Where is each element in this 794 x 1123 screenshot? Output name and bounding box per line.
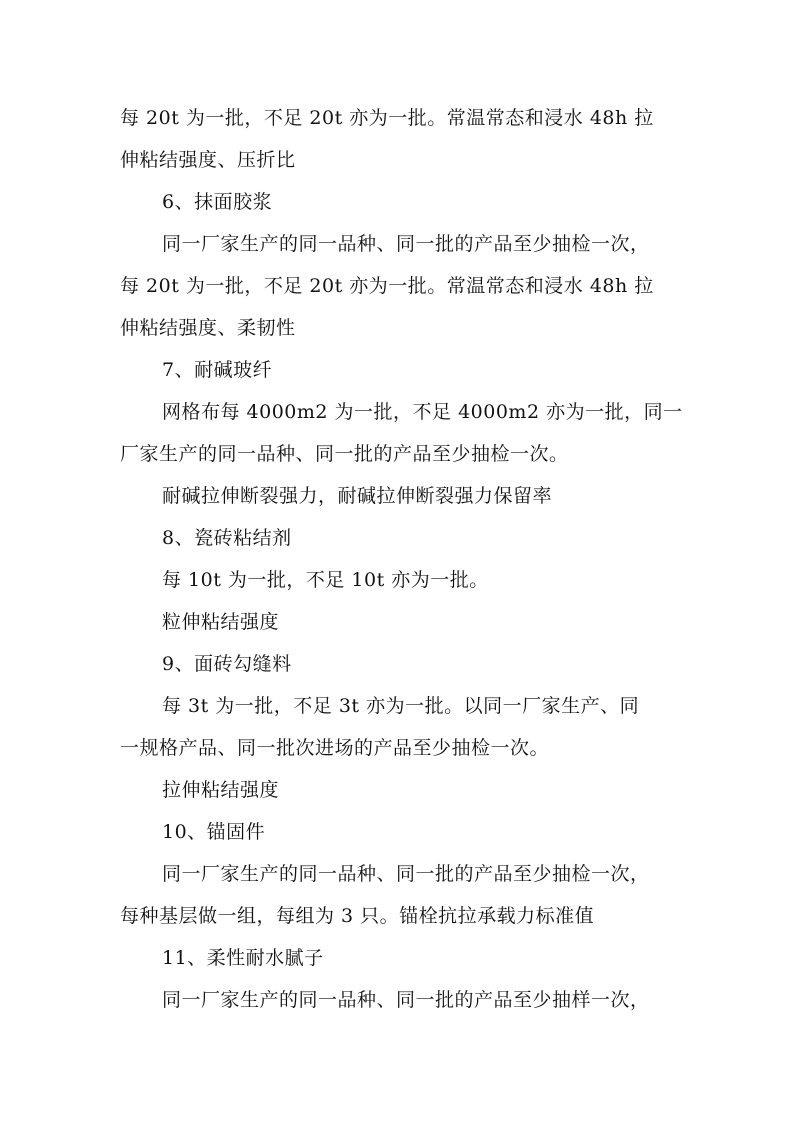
section-heading: 10、锚固件 xyxy=(162,821,266,843)
text-line: 同一厂家生产的同一品种、同一批的产品至少抽检一次， xyxy=(162,233,650,255)
text-line: 每 20t 为一批，不足 20t 亦为一批。常温常态和浸水 48h 拉 xyxy=(120,107,654,129)
section-heading: 7、耐碱玻纤 xyxy=(162,359,273,381)
text-line: 同一厂家生产的同一品种、同一批的产品至少抽样一次， xyxy=(162,989,650,1011)
text-line: 每种基层做一组，每组为 3 只。锚栓抗拉承载力标准值 xyxy=(120,905,595,927)
section-heading: 6、抹面胶浆 xyxy=(162,191,273,213)
text-line: 网格布每 4000m2 为一批，不足 4000m2 亦为一批，同一 xyxy=(162,401,683,423)
text-line: 每 10t 为一批，不足 10t 亦为一批。 xyxy=(162,569,489,591)
text-line: 每 3t 为一批，不足 3t 亦为一批。以同一厂家生产、同 xyxy=(162,695,640,717)
text-line: 厂家生产的同一品种、同一批的产品至少抽检一次。 xyxy=(120,443,569,465)
text-line: 拉伸粘结强度 xyxy=(162,779,280,801)
text-line: 耐碱拉伸断裂强力，耐碱拉伸断裂强力保留率 xyxy=(162,485,553,507)
text-line: 同一厂家生产的同一品种、同一批的产品至少抽检一次， xyxy=(162,863,650,885)
text-line: 粒伸粘结强度 xyxy=(162,611,280,633)
text-line: 每 20t 为一批，不足 20t 亦为一批。常温常态和浸水 48h 拉 xyxy=(120,275,654,297)
section-heading: 8、瓷砖粘结剂 xyxy=(162,527,292,549)
text-line: 一规格产品、同一批次进场的产品至少抽检一次。 xyxy=(120,737,550,759)
section-heading: 11、柔性耐水腻子 xyxy=(162,947,324,969)
text-line: 伸粘结强度、压折比 xyxy=(120,149,296,171)
section-heading: 9、面砖勾缝料 xyxy=(162,653,292,675)
text-line: 伸粘结强度、柔韧性 xyxy=(120,317,296,339)
